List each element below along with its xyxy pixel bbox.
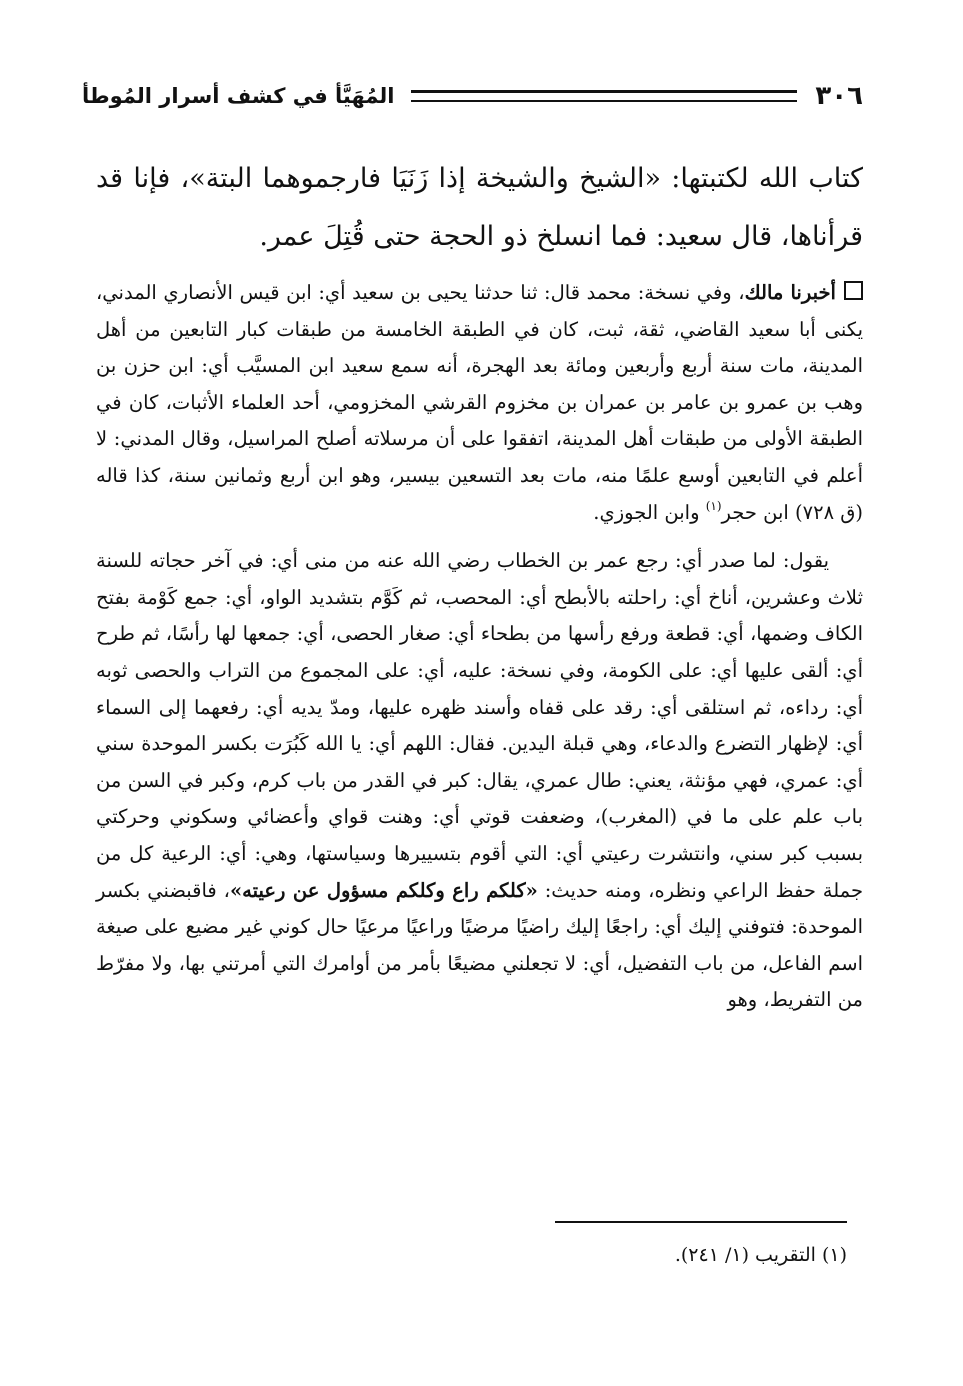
paragraph-box-marker [844,281,863,300]
main-text [96,275,863,1019]
running-header [82,78,863,114]
opening-text: كتاب الله لكتبتها: «الشيخ والشيخة إذا زَنَيَا فارجموهما البتة»، فإنا قد قرأناها، قال سعيد: فما انسلخ ذو الحجة حتى قُتِلَ عمر. [96,163,863,252]
paragraph-1-text-a: ، وفي نسخة: محمد قال: ثنا حدثنا يحيى بن سعيد أي: ابن قيس الأنصاري المدني، يكنى أبا سعيد القاضي، ثقة، ثبت، كان في الطبقة الخامسة من طبقات كبار التابعين من أهل المدينة، مات سنة أربع وأربعين ومائة بعد الهجرة، أنه سمع سعيد ابن المسيَّب أي: ابن حزن بن وهب بن عمرو بن عامر بن عمران بن مخزوم القرشي المخزومي، أحد العلماء الأثبات، كان في الطبقة الأولى من طبقات أهل المدينة، اتفقوا على أن مرسلاته أصلح المراسيل، وقال المدني: لا أعلم في التابعين أوسع علمًا منه، مات بعد التسعين بيسير، وهو ابن أربع وثمانين سنة، كذا قاله (ق ٧٢٨) ابن حجر [96,281,863,524]
footnote-reference: (١) [705,498,722,513]
header-rule [411,90,798,102]
footnote-separator [555,1221,847,1223]
page-number: ٣٠٦ [815,81,863,111]
paragraph-1-text-b: وابن الجوزي. [593,500,706,524]
footnote-text: التقريب (١/ ٢٤١). [674,1244,816,1266]
running-title: المُهَيَّأ في كشف أسرار المُوطأ [82,84,395,108]
paragraph-2 [96,543,863,1019]
paragraph-2-text-b: ، فاقبضني بكسر الموحدة: فتوفني إليك أي: راجعًا إليك راضيًا مرضيًا وراعيًا مرعيًا حال كوني غير مضيع على صيغة اسم الفاعل، من باب التفضيل، أي: لا تجعلني مضيعًا بأمر من أوامرك التي أمرتني بها، ولا مفرّط من التفريط، وهو [96,878,863,1012]
footnote [96,1240,847,1270]
hadith-quote: «كلكم راع وكلكم مسؤول عن رعيته» [229,878,538,902]
paragraph-2-text-a: يقول: لما صدر أي: رجع عمر بن الخطاب رضي الله عنه من منى أي: في آخر حجاته للسنة ثلاث وعشرين، أناخ أي: راحلته بالأبطح أي: المحصب، ثم كَوَّم بتشديد الواو، أي: جمع كَوْمة بفتح الكاف وضمها، أي: قطعة ورفع رأسها من بطحاء أي: صغار الحصى، أي: جمعها لها رأسًا، ثم طرح أي: ألقى عليها أي: على الكومة، وفي نسخة: عليه، أي: على المجموع من التراب والحصى ثوبه أي: رداءه، ثم استلقى أي: رقد على قفاه وأسند ظهره عليها، ومدّ يديه أي: رفعهما إلى السماء أي: لإظهار التضرع والدعاء، وهي قبلة اليدين. فقال: اللهم أي: يا الله كَبُرَت بكسر الموحدة سني أي: عمري، فهي مؤنثة، يعني: طال عمري، يقال: كبر في القدر من باب كرم، وكبر في السن من باب علم على ما في (المغرب)، وضعفت قوتي أي: وهنت قواي وأعضائي وسكوني وحركتي بسبب كبر سني، وانتشرت رعيتي أي: التي أقوم بتسييرها وسياستها، وهي: أي: الرعية كل من جملة حفظ الراعي ونظره، ومنه حديث: [96,549,864,902]
footnote-number: (١) [821,1244,847,1266]
paragraph-1-lead: أخبرنا مالك [744,281,836,304]
paragraph-1 [96,275,863,531]
